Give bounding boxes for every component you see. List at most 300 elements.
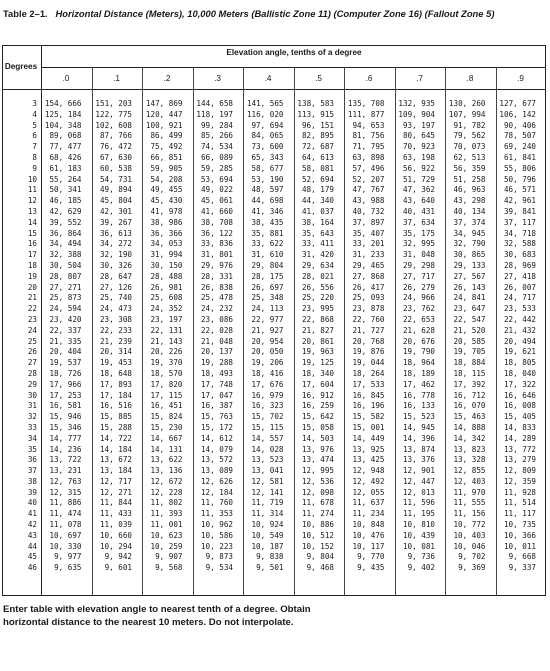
table-number: Table 2–1.	[3, 8, 48, 19]
table-row	[2, 520, 546, 531]
distance-cell: 23, 086	[200, 314, 233, 324]
distance-cell: 85, 266	[200, 131, 233, 141]
table-row	[2, 293, 546, 304]
distance-cell: 44, 698	[251, 196, 284, 206]
distance-cell: 22, 977	[251, 314, 284, 324]
distance-cell: 21, 927	[251, 325, 284, 335]
distance-cell: 36, 864	[49, 228, 82, 238]
distance-cell: 74, 534	[200, 142, 233, 152]
distance-cell: 29, 133	[453, 260, 486, 270]
table-row	[2, 326, 546, 337]
elevation-header: Elevation angle, tenths of a degree	[226, 48, 362, 57]
distance-cell: 154, 666	[44, 99, 82, 108]
distance-cell: 11, 274	[301, 509, 334, 519]
distance-cell: 53, 694	[200, 174, 233, 184]
distance-cell: 21, 335	[49, 336, 82, 346]
distance-cell: 38, 986	[150, 217, 183, 227]
distance-cell: 11, 928	[503, 487, 536, 497]
distance-cell: 94, 653	[352, 120, 385, 130]
distance-cell: 15, 763	[200, 412, 233, 422]
distance-cell: 39, 841	[503, 206, 536, 216]
distance-cell: 10, 046	[453, 541, 486, 551]
column-header: .3	[214, 74, 221, 83]
distance-cell: 41, 660	[200, 206, 233, 216]
degree-cell: 17	[27, 250, 37, 260]
distance-cell: 65, 343	[251, 152, 284, 162]
distance-cell: 30, 150	[150, 260, 183, 270]
distance-cell: 104, 348	[44, 120, 82, 130]
distance-cell: 33, 622	[251, 239, 284, 249]
distance-cell: 34, 053	[150, 239, 183, 249]
table-row	[2, 498, 546, 509]
degree-cell: 15	[27, 228, 37, 238]
degree-cell: 12	[27, 196, 37, 206]
distance-cell: 20, 226	[150, 347, 183, 357]
distance-cell: 27, 126	[99, 282, 132, 292]
distance-cell: 17, 047	[200, 390, 233, 400]
table-row	[2, 369, 546, 380]
degree-cell: 39	[27, 487, 37, 497]
distance-cell: 109, 904	[398, 109, 435, 119]
distance-cell: 9, 568	[155, 563, 183, 573]
distance-cell: 70, 923	[402, 142, 435, 152]
distance-cell: 22, 337	[49, 325, 82, 335]
distance-cell: 40, 732	[352, 206, 385, 216]
distance-cell: 20, 676	[402, 336, 435, 346]
distance-cell: 9, 402	[407, 563, 435, 573]
distance-cell: 19, 044	[352, 358, 385, 368]
table-row	[2, 207, 546, 218]
distance-cell: 51, 729	[402, 174, 435, 184]
distance-cell: 79, 562	[453, 131, 486, 141]
degree-cell: 19	[27, 271, 37, 281]
distance-cell: 11, 970	[453, 487, 486, 497]
distance-cell: 20, 494	[503, 336, 536, 346]
distance-cell: 16, 979	[251, 390, 284, 400]
distance-cell: 12, 717	[99, 476, 132, 486]
table-row	[2, 304, 546, 315]
distance-cell: 23, 647	[453, 304, 486, 314]
distance-cell: 9, 601	[104, 563, 132, 573]
distance-cell: 14, 131	[150, 444, 183, 454]
distance-cell: 87, 766	[99, 131, 132, 141]
distance-cell: 76, 472	[99, 142, 132, 152]
distance-cell: 9, 369	[458, 563, 486, 573]
distance-cell: 22, 653	[402, 314, 435, 324]
distance-cell: 91, 782	[453, 120, 486, 130]
distance-cell: 12, 763	[49, 476, 82, 486]
distance-cell: 11, 393	[150, 509, 183, 519]
degree-cell: 16	[27, 239, 37, 249]
distance-cell: 9, 770	[357, 552, 385, 562]
distance-cell: 39, 267	[99, 217, 132, 227]
distance-cell: 28, 021	[301, 271, 334, 281]
distance-cell: 13, 572	[200, 455, 233, 465]
distance-cell: 35, 175	[402, 228, 435, 238]
distance-cell: 18, 648	[99, 368, 132, 378]
distance-cell: 13, 231	[49, 466, 82, 476]
column-header: .7	[416, 74, 423, 83]
distance-cell: 14, 289	[503, 433, 536, 443]
distance-cell: 15, 885	[99, 412, 132, 422]
table-row	[2, 250, 546, 261]
distance-cell: 15, 230	[150, 422, 183, 432]
degree-cell: 41	[27, 509, 37, 519]
distance-cell: 10, 187	[251, 541, 284, 551]
distance-cell: 28, 647	[99, 271, 132, 281]
degree-cell: 29	[27, 379, 37, 389]
distance-cell: 13, 328	[453, 455, 486, 465]
distance-cell: 16, 387	[200, 401, 233, 411]
distance-cell: 12, 809	[503, 466, 536, 476]
distance-cell: 27, 418	[503, 271, 536, 281]
distance-cell: 15, 058	[301, 422, 334, 432]
degree-cell: 20	[27, 282, 37, 292]
table-row	[2, 142, 546, 153]
distance-cell: 10, 223	[200, 541, 233, 551]
distance-cell: 14, 667	[150, 433, 183, 443]
distance-cell: 9, 736	[407, 552, 435, 562]
table-row	[2, 239, 546, 250]
distance-cell: 122, 775	[95, 109, 132, 119]
distance-cell: 11, 234	[352, 509, 385, 519]
distance-cell: 31, 420	[301, 250, 334, 260]
distance-cell: 10, 660	[99, 530, 132, 540]
distance-cell: 34, 272	[99, 239, 132, 249]
distance-cell: 68, 426	[49, 152, 82, 162]
distance-cell: 10, 810	[402, 520, 435, 530]
distance-cell: 10, 962	[200, 520, 233, 530]
distance-cell: 75, 492	[150, 142, 183, 152]
distance-cell: 21, 520	[453, 325, 486, 335]
distance-cell: 15, 523	[402, 412, 435, 422]
table-row	[2, 455, 546, 466]
distance-cell: 9, 635	[54, 563, 82, 573]
distance-cell: 15, 946	[49, 412, 82, 422]
distance-cell: 138, 583	[297, 99, 334, 108]
distance-cell: 18, 416	[251, 368, 284, 378]
distance-cell: 52, 207	[352, 174, 385, 184]
distance-cell: 18, 726	[49, 368, 82, 378]
distance-cell: 90, 406	[503, 120, 536, 130]
distance-cell: 15, 172	[200, 422, 233, 432]
distance-cell: 12, 315	[49, 487, 82, 497]
distance-cell: 24, 113	[251, 304, 284, 314]
distance-cell: 13, 823	[453, 444, 486, 454]
distance-cell: 14, 184	[99, 444, 132, 454]
distance-cell: 38, 708	[200, 217, 233, 227]
distance-cell: 9, 873	[205, 552, 233, 562]
distance-cell: 44, 340	[301, 196, 334, 206]
distance-cell: 21, 048	[200, 336, 233, 346]
distance-cell: 11, 353	[200, 509, 233, 519]
distance-cell: 15, 582	[352, 412, 385, 422]
distance-cell: 24, 717	[503, 293, 536, 303]
degree-cell: 45	[27, 552, 37, 562]
distance-cell: 34, 494	[49, 239, 82, 249]
distance-cell: 32, 995	[402, 239, 435, 249]
distance-cell: 19, 537	[49, 358, 82, 368]
distance-cell: 19, 288	[200, 358, 233, 368]
distance-cell: 32, 388	[49, 250, 82, 260]
distance-cell: 19, 705	[453, 347, 486, 357]
distance-cell: 64, 613	[301, 152, 334, 162]
distance-cell: 11, 596	[402, 498, 435, 508]
distance-cell: 11, 886	[49, 498, 82, 508]
footnote: Enter table with elevation angle to nearest tenth of a degree. Obtain horizontal distance to the nearest 10 meters. Do not interpolate.	[3, 604, 311, 628]
distance-cell: 14, 449	[352, 433, 385, 443]
distance-cell: 35, 881	[251, 228, 284, 238]
distance-cell: 14, 342	[453, 433, 486, 443]
distance-cell: 17, 533	[352, 379, 385, 389]
distance-cell: 32, 190	[99, 250, 132, 260]
distance-cell: 15, 405	[503, 412, 536, 422]
table-row	[2, 391, 546, 402]
distance-cell: 14, 028	[251, 444, 284, 454]
header-rule	[2, 89, 546, 90]
distance-cell: 69, 240	[503, 142, 536, 152]
degree-cell: 34	[27, 433, 37, 443]
distance-cell: 53, 190	[251, 174, 284, 184]
distance-cell: 37, 634	[402, 217, 435, 227]
distance-cell: 19, 963	[301, 347, 334, 357]
distance-cell: 14, 079	[200, 444, 233, 454]
distance-cell: 66, 089	[200, 152, 233, 162]
distance-cell: 28, 807	[49, 271, 82, 281]
table-row	[2, 401, 546, 412]
distance-cell: 23, 197	[150, 314, 183, 324]
column-header: .8	[466, 74, 474, 83]
distance-cell: 35, 407	[352, 228, 385, 238]
distance-cell: 20, 585	[453, 336, 486, 346]
distance-cell: 33, 201	[352, 239, 385, 249]
distance-cell: 13, 925	[352, 444, 385, 454]
distance-cell: 21, 239	[99, 336, 132, 346]
distance-cell: 11, 078	[49, 520, 82, 530]
distance-cell: 16, 133	[402, 401, 435, 411]
distance-cell: 20, 404	[49, 347, 82, 357]
distance-cell: 17, 253	[49, 390, 82, 400]
distance-cell: 14, 557	[251, 433, 284, 443]
distance-cell: 23, 308	[99, 314, 132, 324]
distance-cell: 33, 411	[301, 239, 334, 249]
distance-cell: 13, 041	[251, 466, 284, 476]
table-row	[2, 542, 546, 553]
distance-cell: 19, 453	[99, 358, 132, 368]
distance-cell: 10, 117	[352, 541, 385, 551]
distance-cell: 61, 183	[49, 163, 82, 173]
distance-cell: 11, 760	[200, 498, 233, 508]
table-row	[2, 110, 546, 121]
distance-cell: 29, 465	[352, 260, 385, 270]
distance-cell: 10, 924	[251, 520, 284, 530]
distance-cell: 22, 442	[503, 314, 536, 324]
distance-cell: 40, 431	[402, 206, 435, 216]
distance-cell: 16, 516	[99, 401, 132, 411]
distance-cell: 132, 935	[398, 99, 435, 108]
distance-cell: 12, 492	[352, 476, 385, 486]
distance-cell: 9, 337	[508, 563, 536, 573]
distance-cell: 127, 677	[499, 99, 536, 108]
degree-cell: 14	[27, 217, 37, 227]
distance-cell: 151, 203	[95, 99, 132, 108]
distance-cell: 11, 117	[503, 509, 536, 519]
distance-cell: 84, 065	[251, 131, 284, 141]
table-row	[2, 121, 546, 132]
distance-cell: 16, 646	[503, 390, 536, 400]
distance-cell: 37, 374	[453, 217, 486, 227]
distance-cell: 9, 977	[54, 552, 82, 562]
distance-cell: 25, 478	[200, 293, 233, 303]
distance-cell: 26, 556	[301, 282, 334, 292]
distance-cell: 23, 878	[352, 304, 385, 314]
distance-cell: 24, 232	[200, 304, 233, 314]
distance-cell: 10, 259	[150, 541, 183, 551]
table-row	[2, 380, 546, 391]
distance-cell: 55, 264	[49, 174, 82, 184]
degree-cell: 10	[27, 174, 37, 184]
distance-cell: 19, 125	[301, 358, 334, 368]
column-header: .4	[264, 74, 272, 83]
distance-cell: 106, 142	[499, 109, 536, 119]
column-header: .9	[517, 74, 524, 83]
distance-cell: 10, 011	[503, 541, 536, 551]
distance-cell: 27, 271	[49, 282, 82, 292]
distance-cell: 22, 233	[99, 325, 132, 335]
distance-cell: 16, 581	[49, 401, 82, 411]
table-title	[3, 8, 548, 19]
distance-cell: 125, 184	[44, 109, 82, 119]
distance-cell: 17, 966	[49, 379, 82, 389]
distance-cell: 27, 868	[352, 271, 385, 281]
table-caption: Horizontal Distance (Meters), 10,000 Meters (Ballistic Zone 11) (Computer Zone 16) (Fallout Zone 5)	[55, 8, 495, 19]
distance-cell: 41, 037	[301, 206, 334, 216]
distance-cell: 73, 600	[251, 142, 284, 152]
table-row	[2, 445, 546, 456]
table-row	[2, 261, 546, 272]
distance-cell: 118, 197	[196, 109, 233, 119]
distance-cell: 20, 954	[251, 336, 284, 346]
distance-cell: 23, 420	[49, 314, 82, 324]
distance-cell: 25, 740	[99, 293, 132, 303]
table-row	[2, 509, 546, 520]
distance-cell: 24, 966	[402, 293, 435, 303]
distance-cell: 58, 081	[301, 163, 334, 173]
degree-cell: 30	[27, 390, 37, 400]
distance-cell: 24, 594	[49, 304, 82, 314]
distance-cell: 100, 921	[145, 120, 183, 130]
distance-cell: 11, 039	[99, 520, 132, 530]
distance-cell: 51, 258	[453, 174, 486, 184]
distance-cell: 11, 637	[352, 498, 385, 508]
distance-cell: 57, 496	[352, 163, 385, 173]
distance-cell: 25, 608	[150, 293, 183, 303]
distance-cell: 11, 802	[150, 498, 183, 508]
distance-cell: 32, 790	[453, 239, 486, 249]
distance-cell: 28, 331	[200, 271, 233, 281]
distance-cell: 24, 841	[453, 293, 486, 303]
distance-cell: 9, 702	[458, 552, 486, 562]
distance-cell: 13, 772	[503, 444, 536, 454]
distance-cell: 20, 137	[200, 347, 233, 357]
distance-cell: 10, 330	[49, 541, 82, 551]
distance-cell: 22, 760	[352, 314, 385, 324]
distance-cell: 45, 430	[150, 196, 183, 206]
distance-cell: 14, 503	[301, 433, 334, 443]
degree-cell: 44	[27, 541, 37, 551]
distance-cell: 13, 425	[352, 455, 385, 465]
distance-cell: 135, 708	[347, 99, 385, 108]
degree-cell: 36	[27, 455, 37, 465]
distance-cell: 70, 073	[453, 142, 486, 152]
table-row	[2, 283, 546, 294]
distance-cell: 13, 376	[402, 455, 435, 465]
distance-cell: 14, 945	[402, 422, 435, 432]
table-row	[2, 272, 546, 283]
distance-cell: 24, 473	[99, 304, 132, 314]
distance-cell: 9, 838	[256, 552, 284, 562]
distance-cell: 120, 447	[145, 109, 183, 119]
distance-cell: 39, 552	[49, 217, 82, 227]
distance-cell: 12, 995	[301, 466, 334, 476]
distance-cell: 15, 001	[352, 422, 385, 432]
degree-cell: 31	[27, 401, 37, 411]
distance-cell: 10, 366	[503, 530, 536, 540]
distance-cell: 13, 523	[251, 455, 284, 465]
distance-cell: 11, 474	[49, 509, 82, 519]
distance-cell: 21, 432	[503, 325, 536, 335]
degree-cell: 21	[27, 293, 37, 303]
degrees-header: Degrees	[4, 62, 38, 71]
distance-cell: 12, 055	[352, 487, 385, 497]
distance-cell: 10, 586	[200, 530, 233, 540]
distance-cell: 15, 463	[453, 412, 486, 422]
distance-cell: 25, 348	[251, 293, 284, 303]
distance-cell: 16, 196	[352, 401, 385, 411]
distance-cell: 10, 152	[301, 541, 334, 551]
distance-cell: 11, 514	[503, 498, 536, 508]
distance-cell: 45, 804	[99, 196, 132, 206]
distance-cell: 71, 795	[352, 142, 385, 152]
distance-cell: 9, 468	[306, 563, 334, 573]
distance-cell: 42, 301	[99, 206, 132, 216]
degree-cell: 26	[27, 347, 37, 357]
column-header: .5	[315, 74, 322, 83]
distance-cell: 17, 676	[251, 379, 284, 389]
distance-cell: 23, 995	[301, 304, 334, 314]
distance-cell: 14, 612	[200, 433, 233, 443]
distance-cell: 107, 994	[448, 109, 486, 119]
distance-cell: 10, 403	[453, 530, 486, 540]
distance-cell: 9, 501	[256, 563, 284, 573]
distance-cell: 12, 141	[251, 487, 284, 497]
distance-cell: 26, 143	[453, 282, 486, 292]
distance-cell: 17, 392	[453, 379, 486, 389]
distance-cell: 10, 294	[99, 541, 132, 551]
distance-cell: 49, 894	[99, 185, 132, 195]
distance-cell: 18, 340	[301, 368, 334, 378]
distance-cell: 59, 905	[150, 163, 183, 173]
distance-cell: 54, 731	[99, 174, 132, 184]
distance-cell: 28, 488	[150, 271, 183, 281]
table-row	[2, 218, 546, 229]
table-row	[2, 153, 546, 164]
distance-cell: 49, 455	[150, 185, 183, 195]
distance-cell: 116, 020	[246, 109, 284, 119]
table-row	[2, 131, 546, 142]
distance-cell: 52, 694	[301, 174, 334, 184]
distance-cell: 144, 658	[196, 99, 233, 108]
